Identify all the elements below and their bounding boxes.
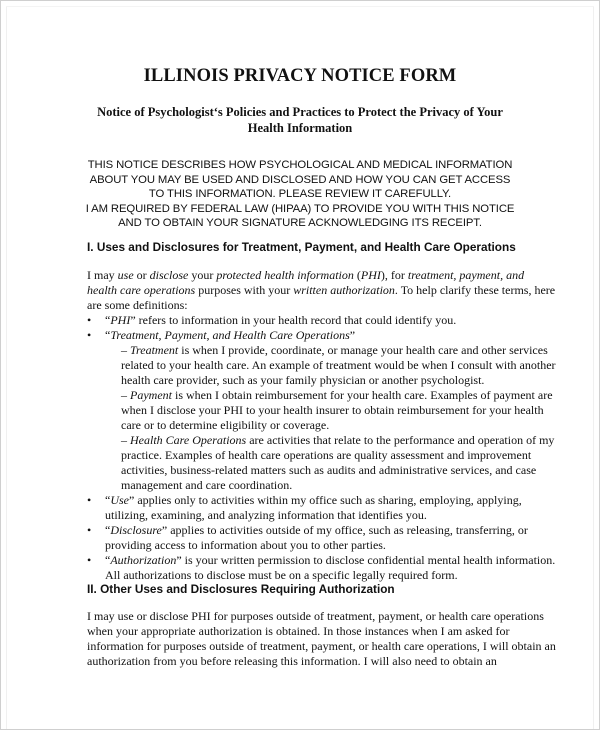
notice-line: THIS NOTICE DESCRIBES HOW PSYCHOLOGICAL AND MEDICAL INFORMATION: [87, 159, 513, 171]
bullet-icon: •: [87, 313, 92, 327]
bullet-item-authorization: • “Authorization” is your written permission to disclose confidential mental health information. All authorizations to disclose must be on a specific legally required form.: [87, 553, 556, 582]
notice-line: TO THIS INFORMATION. PLEASE REVIEW IT CAREFULLY.: [148, 188, 452, 200]
notice-line: ABOUT YOU MAY BE USED AND DISCLOSED AND HOW YOU CAN GET ACCESS: [89, 173, 511, 186]
bullet-item-use: • “Use” applies only to activities within my office such as sharing, employing, applying, utilizing, examining, and analyzing information that identifies you.: [87, 493, 522, 522]
bullet-icon: •: [87, 553, 92, 567]
subitem-treatment: – Treatment is when I provide, coordinate, or manage your health care and other services related to your health care. An example of treatment would be when I consult with another health care provider, such as your family physician or another psychologist.: [121, 343, 556, 387]
page-edge-right: [593, 6, 594, 729]
subitem-payment: – Payment is when I obtain reimbursement for your health care. Examples of payment are when I disclose your PHI to your health insurer to obtain reimbursement for your health care or to determine eligibility or coverage.: [121, 388, 553, 432]
section-1-intro: I may use or disclose your protected health information (PHI), for treatment, payment, and health care operations purposes with your written authorization. To help clarify these terms, here are some definitions:: [87, 268, 556, 312]
bullet-icon: •: [87, 328, 92, 342]
page-subtitle: Notice of Psychologist‘s Policies and Practices to Protect the Privacy of Your Health Information: [97, 105, 503, 135]
notice-block: [70, 158, 530, 231]
bullet-item-disclosure: • “Disclosure” applies to activities outside of my office, such as releasing, transferring, or providing access to information about you to other parties.: [87, 523, 528, 552]
bullet-icon: •: [87, 493, 92, 507]
section-1-body: [87, 268, 557, 583]
bullet-item-tpo: • “Treatment, Payment, and Health Care Operations”: [87, 328, 356, 342]
section-2-body: I may use or disclose PHI for purposes outside of treatment, payment, or health care operations when your appropriate authorization is obtained. In those instances when I am asked for information for purposes outside of treatment, payment, or health care operations, I will obtain an authorization from you before releasing this information. I will also need to obtain an: [87, 609, 556, 668]
section-1-heading: I. Uses and Disclosures for Treatment, Payment, and Health Care Operations: [87, 240, 516, 254]
bullet-item-phi: • “PHI” refers to information in your health record that could identify you.: [87, 313, 457, 327]
subitem-operations: – Health Care Operations are activities that relate to the performance and operation of my practice. Examples of health care operations are quality assessment and improvement activities, business-related matters such as audits and administrative services, and case management and care coordination.: [121, 433, 555, 492]
bullet-icon: •: [87, 523, 92, 537]
section-2-heading: II. Other Uses and Disclosures Requiring Authorization: [87, 582, 395, 596]
page-edge-left: [6, 6, 7, 729]
notice-line: AND TO OBTAIN YOUR SIGNATURE ACKNOWLEDGING ITS RECEIPT.: [118, 217, 482, 229]
page-edge-top: [6, 6, 594, 7]
page-title: ILLINOIS PRIVACY NOTICE FORM: [143, 66, 457, 86]
notice-line: I AM REQUIRED BY FEDERAL LAW (HIPAA) TO PROVIDE YOU WITH THIS NOTICE: [85, 202, 515, 215]
